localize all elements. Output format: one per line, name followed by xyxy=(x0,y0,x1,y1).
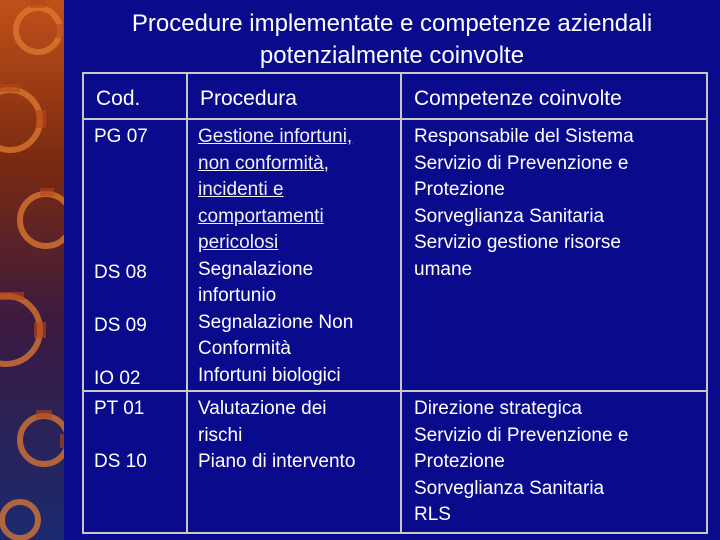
header-cod: Cod. xyxy=(84,74,188,118)
title-line-2: potenzialmente coinvolte xyxy=(259,42,525,69)
competences-list-1 xyxy=(414,124,634,283)
code-ds08: DS 08 xyxy=(94,262,147,283)
competences-cell-group-1 xyxy=(402,120,706,390)
code-ds09: DS 09 xyxy=(94,315,147,336)
procedure-link-line[interactable]: incidenti e xyxy=(198,179,284,200)
competence-line: Servizio gestione risorse xyxy=(414,232,621,253)
procedures-cell-group-1 xyxy=(188,120,402,390)
codes-cell-group-2 xyxy=(84,392,188,532)
page-title xyxy=(64,8,720,72)
procedures-cell-group-2 xyxy=(188,392,402,532)
code-io02: IO 02 xyxy=(94,368,141,389)
header-competenze: Competenze coinvolte xyxy=(414,87,622,110)
procedures-list-2 xyxy=(198,396,355,476)
procedure-link-line[interactable]: non conformità, xyxy=(198,152,329,174)
code-pg07: PG 07 xyxy=(94,126,148,147)
codes-cell-group-1 xyxy=(84,120,188,390)
competence-line: Servizio di Prevenzione e xyxy=(414,152,629,174)
header-procedura: Procedura xyxy=(188,74,402,118)
competence-line: Direzione strategica xyxy=(414,398,582,419)
code-ds10: DS 10 xyxy=(94,451,147,472)
procedure-line: Infortuni biologici xyxy=(198,364,341,386)
procedure-line: infortunio xyxy=(198,285,277,306)
procedure-line: Segnalazione xyxy=(198,258,314,280)
gears-decoration-icon xyxy=(0,0,64,540)
competence-line: Protezione xyxy=(414,451,505,472)
procedure-line: Conformità xyxy=(198,338,291,359)
title-line-1: Procedure implementate e competenze aziendali xyxy=(131,10,653,37)
competence-line: Protezione xyxy=(414,179,505,200)
competences-cell-group-2 xyxy=(402,392,706,532)
competence-line: umane xyxy=(414,258,473,280)
procedure-line: Valutazione dei xyxy=(198,398,327,419)
procedure-line: rischi xyxy=(198,424,243,446)
procedure-link-line[interactable]: pericolosi xyxy=(198,232,279,253)
competence-line: RLS xyxy=(414,504,451,525)
procedure-link-line[interactable]: Gestione infortuni, xyxy=(198,126,353,147)
procedures-table xyxy=(82,72,708,534)
decorative-gear-strip xyxy=(0,0,64,540)
procedure-pg07 xyxy=(198,124,353,389)
procedure-line: Piano di intervento xyxy=(198,451,356,472)
competence-line: Responsabile del Sistema xyxy=(414,126,634,147)
code-pt01: PT 01 xyxy=(94,398,145,419)
table-row-group-2 xyxy=(84,392,706,532)
procedure-line: Segnalazione Non xyxy=(198,311,354,333)
competences-list-2 xyxy=(414,396,628,529)
table-row-group-1 xyxy=(84,120,706,392)
competence-line: Sorveglianza Sanitaria xyxy=(414,477,605,499)
procedure-link-line[interactable]: comportamenti xyxy=(198,205,324,227)
competence-line: Servizio di Prevenzione e xyxy=(414,424,629,446)
table-header-row xyxy=(84,74,706,120)
competence-line: Sorveglianza Sanitaria xyxy=(414,205,605,227)
